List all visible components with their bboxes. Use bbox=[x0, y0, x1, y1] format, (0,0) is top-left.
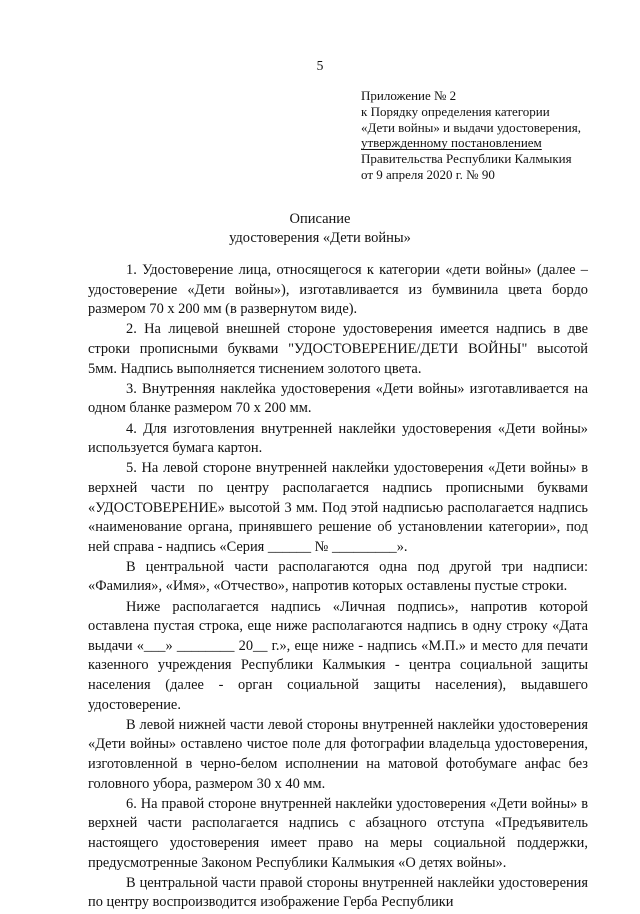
title-line: Описание bbox=[289, 211, 351, 227]
title-line: удостоверения «Дети войны» bbox=[229, 230, 411, 246]
appendix-line: к Порядку определения категории bbox=[361, 103, 550, 119]
appendix-line: утвержденному постановлением bbox=[361, 135, 542, 151]
paragraph: В левой нижней части левой стороны внутренней наклейки удостоверения «Дети войны» оставлено чистое поле для фотографии владельца удостоверения, изготовленной в черно-белом исполнении на матовой фотобумаге анфас без головного убора, размером 30 х 40 мм. bbox=[88, 716, 588, 792]
appendix-line: от 9 апреля 2020 г. № 90 bbox=[361, 166, 495, 182]
paragraph: 3. Внутренняя наклейка удостоверения «Дети войны» изготавливается на одном бланке размером 70 х 200 мм. bbox=[88, 380, 588, 417]
paragraph: 6. На правой стороне внутренней наклейки удостоверения «Дети войны» в верхней части располагается надпись с абзацного отступа «Предъявитель настоящего удостоверения имеет право на меры социальной поддержки, предусмотренные Законом Республики Калмыкия «О детях войны». bbox=[88, 795, 588, 871]
paragraph: 5. На левой стороне внутренней наклейки удостоверения «Дети войны» в верхней части по центру располагается надпись прописными буквами «УДОСТОВЕРЕНИЕ» высотой 3 мм. Под этой надписью располагается надпись «наименование органа, принявшего решение об установлении категории», под ней справа - надпись «Серия ______ № _________». bbox=[88, 460, 588, 555]
document-body bbox=[88, 261, 588, 914]
paragraph: В центральной части правой стороны внутренней наклейки удостоверения по центру воспроизводится изображение Герба Республики bbox=[88, 874, 588, 911]
page-number: 5 bbox=[316, 58, 324, 73]
appendix-line: «Дети войны» и выдачи удостоверения, bbox=[361, 119, 581, 135]
paragraph: 2. На лицевой внешней стороне удостоверения имеется надпись в две строки прописными буквами "УДОСТОВЕРЕНИЕ/ДЕТИ ВОЙНЫ" высотой 5мм. Надпись выполняется тиснением золотого цвета. bbox=[88, 321, 588, 377]
appendix-header bbox=[361, 88, 631, 183]
paragraph: 4. Для изготовления внутренней наклейки удостоверения «Дети войны» используется бумага картон. bbox=[88, 420, 588, 457]
appendix-line: Приложение № 2 bbox=[361, 88, 457, 103]
paragraph: Ниже располагается надпись «Личная подпись», напротив которой оставлена пустая строка, еще ниже располагаются надпись в одну строку «Дата выдачи «___» ________ 20__ г.», еще ниже - надпись «М.П.» и место для печати казенного учреждения Республики Калмыкия - центра социальной защиты населения (далее - орган социальной защиты населения), выдавшего удостоверение. bbox=[88, 598, 588, 713]
paragraph: 1. Удостоверение лица, относящегося к категории «дети войны» (далее – удостоверение «Дети войны»), изготавливается из бумвинила цвета бордо размером 70 х 200 мм (в развернутом виде). bbox=[88, 262, 588, 318]
paragraph: В центральной части располагаются одна под другой три надписи: «Фамилия», «Имя», «Отчество», напротив которых оставлены пустые строки. bbox=[88, 558, 588, 595]
appendix-line: Правительства Республики Калмыкия bbox=[361, 151, 572, 167]
document-title bbox=[0, 210, 640, 248]
